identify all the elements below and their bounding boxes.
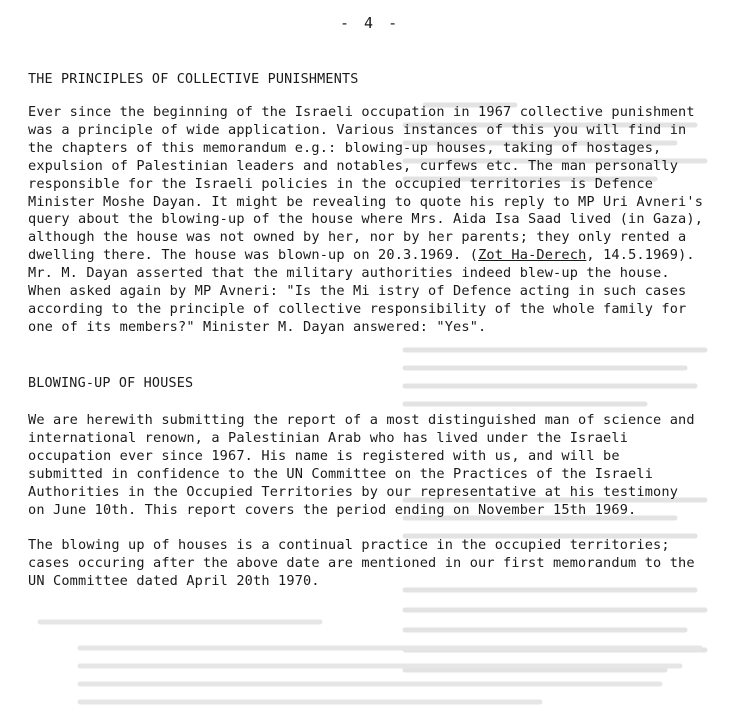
text-line: the chapters of this memorandum e.g.: blowing-up houses, taking of hostages, (28, 139, 662, 156)
text-line-with-citation (28, 247, 703, 265)
text-line: query about the blowing-up of the house where Mrs. Aida Isa Saad lived (in Gaza), (28, 211, 704, 228)
text-line: Authorities in the Occupied Territories by our representative at his testimony (28, 483, 679, 500)
text-line: We are herewith submitting the report of a most distinguished man of science and (28, 412, 695, 428)
text-line: UN Committee dated April 20th 1970. (28, 572, 320, 589)
paragraph-collective-punishments (28, 104, 703, 337)
section-heading-collective-punishments: THE PRINCIPLES OF COLLECTIVE PUNISHMENTS (28, 72, 359, 87)
text-line: cases occuring after the above date are mentioned in our first memorandum to the (28, 554, 695, 571)
citation-prefix: ( (469, 247, 479, 264)
section-heading-blowing-up-houses: BLOWING-UP OF HOUSES (28, 376, 194, 391)
bleed-through-bottom (20, 610, 720, 710)
text-line: submitted in confidence to the UN Committee on the Practices of the Israeli (28, 465, 654, 482)
text-line: Mr. M. Dayan asserted that the military authorities indeed blew-up the house. (28, 265, 670, 282)
text-line: occupation ever since 1967. His name is registered with us, and will be (28, 447, 620, 464)
paragraph-continual-practice (28, 537, 695, 591)
text-line: dwelling there. The house was blown-up on 20.3.1969. (28, 247, 462, 264)
page-number: - 4 - (340, 14, 401, 32)
text-line: was a principle of wide application. Various instances of this you will find in (28, 121, 687, 138)
text-line: international renown, a Palestinian Arab who has lived under the Israeli (28, 429, 629, 446)
text-line: Ever since the beginning of the Israeli occupation in 1967 collective punishment (28, 104, 695, 120)
text-line: When asked again by MP Avneri: "Is the Mi istry of Defence acting in such cases (28, 283, 687, 300)
bleed-through-bottom-lines (20, 610, 720, 710)
citation-suffix: , 14.5.1969). (586, 247, 695, 264)
text-line: The blowing up of houses is a continual practice in the occupied territories; (28, 537, 670, 553)
text-line: on June 10th. This report covers the period ending on November 15th 1969. (28, 501, 637, 518)
text-line: one of its members?" Minister M. Dayan answered: "Yes". (28, 318, 487, 335)
text-line: responsible for the Israeli policies in the occupied territories is Defence (28, 175, 654, 192)
paragraph-report-submission (28, 412, 695, 519)
citation-source: Zot Ha-Derech (478, 247, 587, 264)
text-line: according to the principle of collective responsibility of the whole family for (28, 300, 687, 317)
text-line: expulsion of Palestinian leaders and notables, curfews etc. The man personally (28, 157, 679, 174)
text-line: Minister Moshe Dayan. It might be revealing to quote his reply to MP Uri Avneri's (28, 193, 704, 210)
text-line: although the house was not owned by her, nor by her parents; they only rented a (28, 229, 687, 246)
